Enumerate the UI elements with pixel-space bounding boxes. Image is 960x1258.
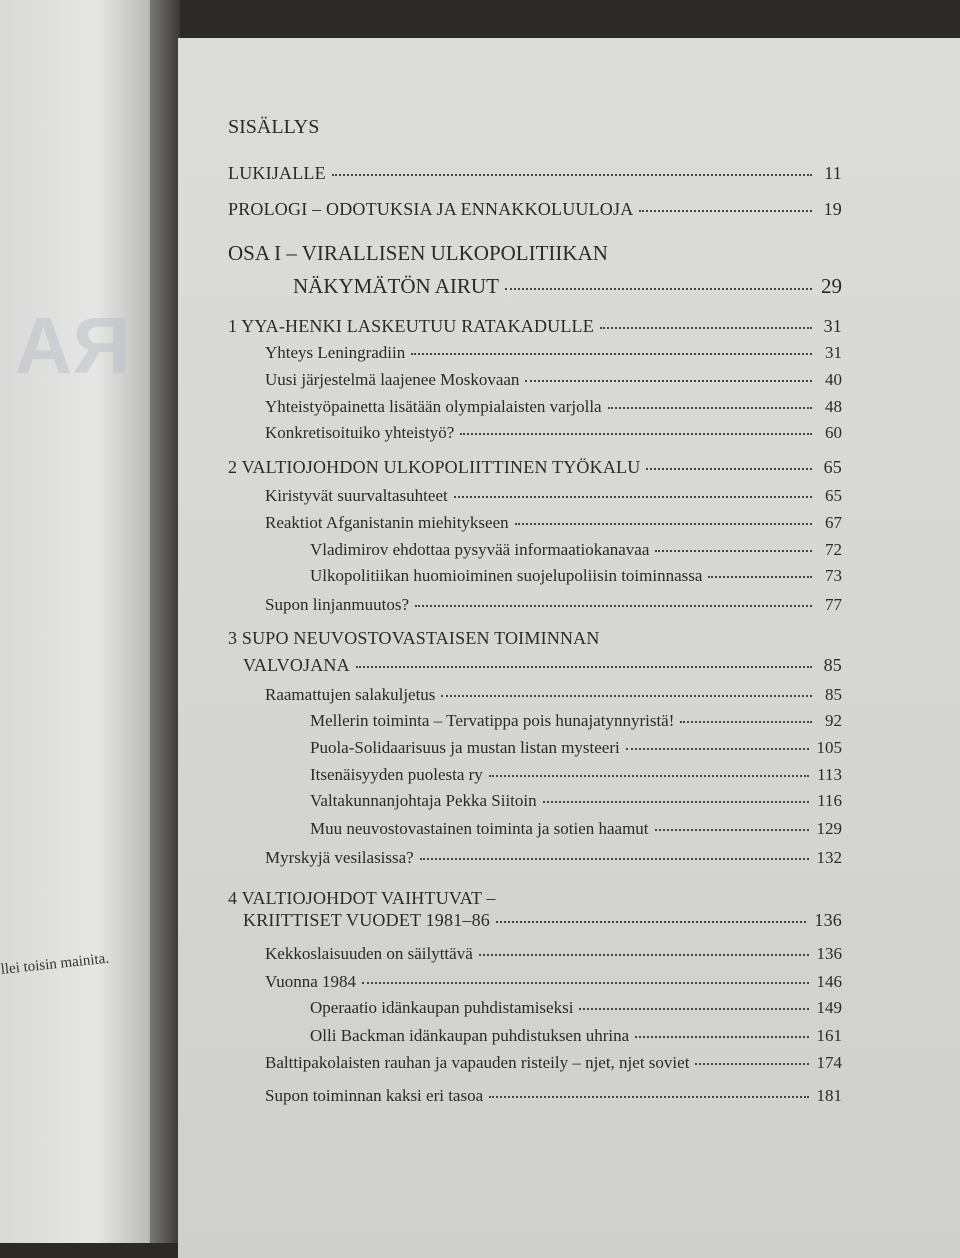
toc-entry-page: 132 [816, 848, 842, 867]
dot-leader [600, 327, 812, 329]
toc-entry [310, 819, 842, 839]
toc-entry-page: 60 [825, 423, 842, 442]
toc-entry [228, 163, 842, 184]
toc-entry-title: Uusi järjestelmä laajenee Moskovaan [265, 370, 520, 389]
toc-entry-title: Muu neuvostovastainen toiminta ja sotien haamut [310, 819, 649, 838]
toc-entry-title: Myrskyjä vesilasissa? [265, 848, 414, 867]
dot-leader [479, 954, 809, 956]
toc-entry [228, 241, 842, 266]
toc-entry [265, 944, 842, 964]
toc-entry-title: Valtakunnanjohtaja Pekka Siitoin [310, 791, 537, 810]
toc-entry-page: 65 [825, 486, 842, 505]
dot-leader [525, 380, 812, 382]
toc-entry-title: Yhteistyöpainetta lisätään olympialaisten varjolla [265, 397, 602, 416]
dot-leader [496, 921, 806, 923]
toc-entry-page: 129 [816, 819, 842, 838]
dot-leader [626, 748, 809, 750]
dot-leader [441, 695, 812, 697]
toc-title: SISÄLLYS [228, 116, 320, 138]
toc-entry-title: Reaktiot Afganistanin miehitykseen [265, 513, 509, 532]
toc-entry [293, 274, 842, 299]
dot-leader [639, 210, 812, 212]
toc-entry-title: Mellerin toiminta – Tervatippa pois hunajatynnyristä! [310, 711, 675, 730]
toc-entry-page: 73 [825, 566, 842, 585]
toc-entry-title: Supon toiminnan kaksi eri tasoa [265, 1086, 484, 1105]
toc-entry-title: Vuonna 1984 [265, 972, 357, 991]
toc-entry-title: PROLOGI – ODOTUKSIA JA ENNAKKOLUULOJA [228, 199, 634, 219]
toc-entry-page: 161 [816, 1026, 842, 1045]
dot-leader [415, 605, 812, 607]
toc-entry [265, 595, 842, 615]
toc-entry-title: OSA I – VIRALLISEN ULKOPOLITIIKAN [228, 241, 608, 265]
toc-entry [228, 199, 842, 220]
dot-leader [515, 523, 812, 525]
toc-entry [243, 655, 842, 676]
toc-entry-title: 4 VALTIOJOHDOT VAIHTUVAT – [228, 888, 496, 908]
left-page [0, 0, 160, 1243]
toc-entry-page: 136 [816, 944, 842, 963]
toc-entry-title: Yhteys Leningradiin [265, 343, 406, 362]
toc-entry [265, 972, 842, 992]
toc-entry-title: Konkretisoituiko yhteistyö? [265, 423, 455, 442]
dot-leader [332, 174, 812, 176]
toc-entry-page: 181 [816, 1086, 842, 1105]
dot-leader [608, 407, 812, 409]
toc-entry-page: 85 [825, 685, 842, 704]
toc-entry-page: 92 [825, 711, 842, 730]
toc-entry [228, 457, 842, 478]
toc-entry-page: 136 [814, 910, 842, 930]
toc-entry [265, 1053, 842, 1073]
dot-leader [356, 666, 812, 668]
toc-entry-title: Itsenäisyyden puolesta ry [310, 765, 483, 784]
toc-entry-page: 174 [816, 1053, 842, 1072]
toc-entry [265, 397, 842, 417]
toc-entry-title: Supon linjanmuutos? [265, 595, 410, 614]
toc-entry-page: 48 [825, 397, 842, 416]
dot-leader [411, 353, 812, 355]
toc-entry-page: 31 [825, 343, 842, 362]
toc-entry [265, 1086, 842, 1106]
toc-entry-title: Balttipakolaisten rauhan ja vapauden risteily – njet, njet soviet [265, 1053, 690, 1072]
toc-entry-page: 31 [823, 316, 842, 336]
toc-entry-page: 40 [825, 370, 842, 389]
toc-entry [228, 628, 842, 649]
toc-entry-title: Raamattujen salakuljetus [265, 685, 436, 704]
dot-leader [420, 858, 809, 860]
dot-leader [489, 775, 809, 777]
toc-entry-title: 3 SUPO NEUVOSTOVASTAISEN TOIMINNAN [228, 628, 600, 648]
dot-leader [695, 1063, 808, 1065]
toc-entry-title: Puola-Solidaarisuus ja mustan listan mysteeri [310, 738, 620, 757]
toc-entry [228, 316, 842, 337]
toc-entry [310, 791, 842, 811]
toc-entry-page: 149 [816, 998, 842, 1017]
toc-entry-page: 77 [825, 595, 842, 614]
toc-entry [310, 765, 842, 785]
dot-leader [460, 433, 812, 435]
toc-entry [265, 513, 842, 533]
toc-entry [265, 685, 842, 705]
dot-leader [362, 982, 808, 984]
toc-entry [265, 343, 842, 363]
toc-entry-title: Operaatio idänkaupan puhdistamiseksi [310, 998, 574, 1017]
toc-entry-page: 72 [825, 540, 842, 559]
toc-entry-title: Vladimirov ehdottaa pysyvää informaatiokanavaa [310, 540, 650, 559]
toc-entry [243, 910, 842, 931]
toc-entry [310, 738, 842, 758]
left-page-note: llei toisin mainita. [0, 950, 110, 978]
toc-entry-title: KRIITTISET VUODET 1981–86 [243, 910, 490, 930]
dot-leader [680, 721, 812, 723]
dot-leader [635, 1036, 808, 1038]
toc-entry-page: 113 [817, 765, 842, 784]
toc-entry-title: Olli Backman idänkaupan puhdistuksen uhrina [310, 1026, 630, 1045]
toc-entry-title: LUKIJALLE [228, 163, 326, 183]
toc-entry [265, 370, 842, 390]
dot-leader [543, 801, 809, 803]
dot-leader [708, 576, 812, 578]
toc-entry [310, 540, 842, 560]
toc-entry [310, 566, 842, 586]
toc-entry-page: 65 [823, 457, 842, 477]
toc-entry [310, 998, 842, 1018]
toc-entry-page: 105 [816, 738, 842, 757]
toc-entry-page: 11 [824, 163, 842, 183]
toc-entry-page: 85 [823, 655, 842, 675]
toc-entry [265, 848, 842, 868]
toc-entry-title: VALVOJANA [243, 655, 350, 675]
toc-entry-title: Ulkopolitiikan huomioiminen suojelupoliisin toiminnassa [310, 566, 703, 585]
book-gutter [150, 0, 180, 1243]
toc-entry-page: 29 [821, 274, 842, 298]
toc-entry [228, 888, 842, 909]
toc-entry [310, 1026, 842, 1046]
toc-entry-page: 19 [823, 199, 842, 219]
toc-entry-page: 67 [825, 513, 842, 532]
toc-entry [265, 423, 842, 443]
dot-leader [655, 829, 809, 831]
dot-leader [454, 496, 812, 498]
dot-leader [646, 468, 812, 470]
toc-entry-title: 1 YYA-HENKI LASKEUTUU RATAKADULLE [228, 316, 594, 336]
toc-entry-title: 2 VALTIOJOHDON ULKOPOLIITTINEN TYÖKALU [228, 457, 641, 477]
toc-entry-title: Kiristyvät suurvaltasuhteet [265, 486, 448, 505]
toc-entry [310, 711, 842, 731]
toc-entry-title: NÄKYMÄTÖN AIRUT [293, 274, 499, 298]
bleed-through-text: RA [14, 301, 130, 390]
dot-leader [655, 550, 812, 552]
toc-entry [265, 486, 842, 506]
toc-entry-page: 116 [817, 791, 842, 810]
toc-entry-title: Kekkoslaisuuden on säilyttävä [265, 944, 473, 963]
dot-leader [579, 1008, 808, 1010]
toc-entry-page: 146 [816, 972, 842, 991]
dot-leader [505, 288, 812, 290]
dot-leader [489, 1096, 808, 1098]
